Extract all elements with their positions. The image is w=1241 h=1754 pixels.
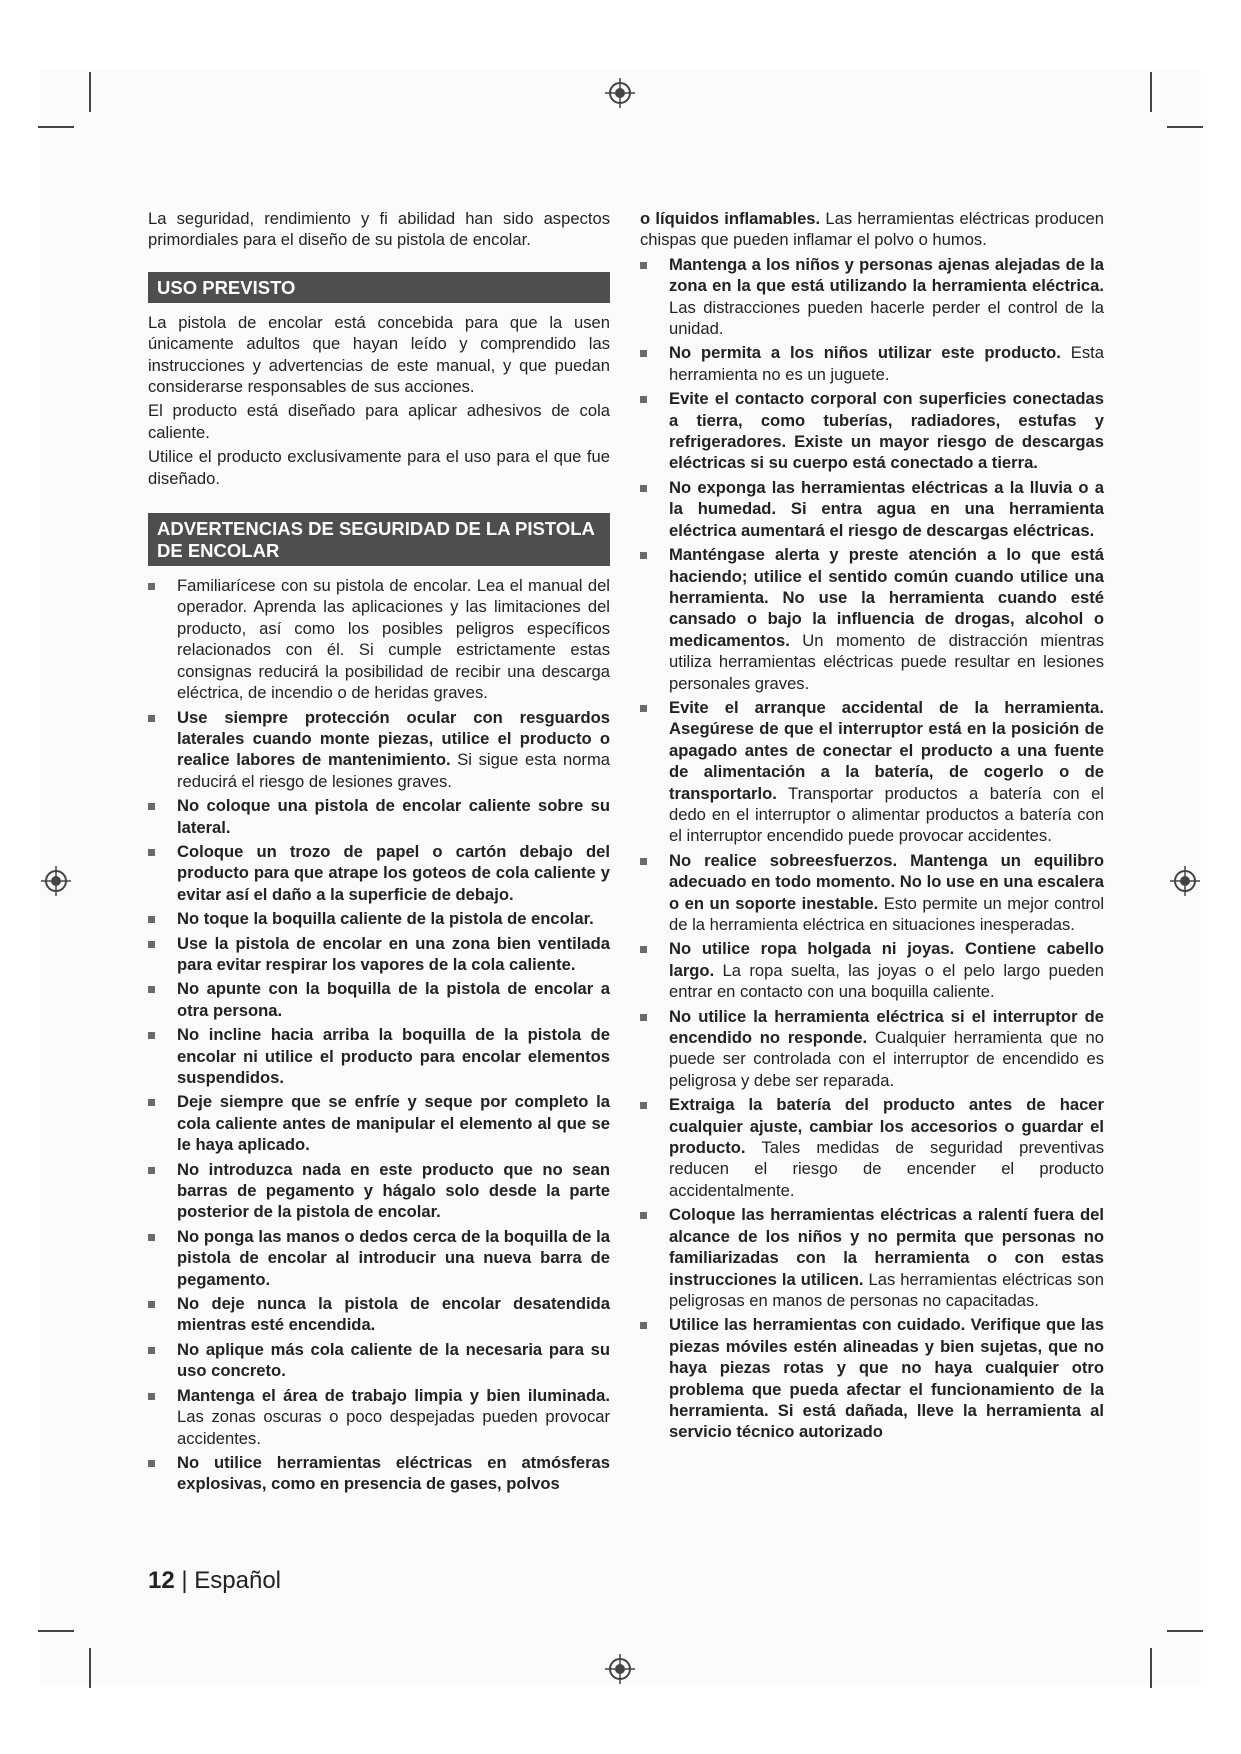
crop-mark-bottom-left-horizontal [38,1630,74,1632]
advertencias-heading: ADVERTENCIAS DE SEGURIDAD DE LA PISTOLA DE ENCOLAR [148,513,610,566]
list-item: No utilice ropa holgada ni joyas. Contiene cabello largo. La ropa suelta, las joyas o el pelo largo pueden entrar en contacto con una boquilla caliente. [640,938,1104,1002]
crop-mark-bottom-left-vertical [89,1648,91,1688]
list-item: No deje nunca la pistola de encolar desatendida mientras esté encendida. [148,1293,610,1336]
crop-mark-top-left-horizontal [38,126,74,128]
footer-language: Español [194,1567,282,1594]
right-column [640,208,1104,1446]
list-item: No realice sobreesfuerzos. Mantenga un equilibro adecuado en todo momento. No lo use en una escalera o en un soporte inestable. Esto permite un mejor control de la herramienta eléctrica en situaciones inesperadas. [640,850,1104,936]
list-item: Coloque un trozo de papel o cartón debajo del producto para que atrape los goteos de cola caliente y evitar así el daño a la superficie de debajo. [148,841,610,905]
list-item: Use siempre protección ocular con resguardos laterales cuando monte piezas, utilice el producto o realice labores de mantenimiento. Si sigue esta norma reducirá el riesgo de lesiones graves. [148,707,610,793]
list-item: No incline hacia arriba la boquilla de la pistola de encolar ni utilice el producto para encolar elementos suspendidos. [148,1024,610,1088]
list-item: No ponga las manos o dedos cerca de la boquilla de la pistola de encolar al introducir una nueva barra de pegamento. [148,1226,610,1290]
registration-mark-right-icon [1170,866,1200,896]
list-item: Mantenga a los niños y personas ajenas alejadas de la zona en la que está utilizando la herramienta eléctrica. Las distracciones pueden hacerle perder el control de la unidad. [640,254,1104,340]
uso-previsto-paragraph-1: La pistola de encolar está concebida para que la usen únicamente adultos que hayan leído y comprendido las instrucciones y advertencias de este manual, y que puedan considerarse responsables de sus acciones. [148,312,610,397]
list-item: No utilice herramientas eléctricas en atmósferas explosivas, como en presencia de gases, polvos [148,1452,610,1495]
safety-list-left [148,575,610,1495]
list-item: Evite el contacto corporal con superficies conectadas a tierra, como tuberías, radiadores, estufas y refrigeradores. Existe un mayor riesgo de descargas eléctricas si su cuerpo está conectado a tierra. [640,388,1104,474]
registration-mark-top-icon [605,78,635,108]
intro-paragraph: La seguridad, rendimiento y fi abilidad han sido aspectos primordiales para el diseño de su pistola de encolar. [148,209,610,250]
list-item: No toque la boquilla caliente de la pistola de encolar. [148,908,610,929]
uso-previsto-heading: USO PREVISTO [148,272,610,303]
left-column [148,208,610,1498]
uso-previsto-paragraph-3: Utilice el producto exclusivamente para el uso para el que fue diseñado. [148,447,610,488]
list-item: No exponga las herramientas eléctricas a la lluvia o a la humedad. Si entra agua en una herramienta eléctrica aumentará el riesgo de descargas eléctricas. [640,477,1104,541]
list-item: Use la pistola de encolar en una zona bien ventilada para evitar respirar los vapores de la cola caliente. [148,933,610,976]
continuation-paragraph: o líquidos inflamables. Las herramientas eléctricas producen chispas que pueden inflamar el polvo o humos. [640,209,1104,250]
list-item: Evite el arranque accidental de la herramienta. Asegúrese de que el interruptor está en la posición de apagado antes de conectar el producto a una fuente de alimentación a la batería, de cogerlo o de transportarlo. Transportar productos a batería con el dedo en el interruptor o alimentar productos a batería con el interruptor encendido puede provocar accidentes. [640,697,1104,847]
crop-mark-top-left-vertical [89,72,91,112]
crop-mark-bottom-right-vertical [1150,1648,1152,1688]
list-item: Utilice las herramientas con cuidado. Verifique que las piezas móviles estén alineadas y bien sujetas, que no haya piezas rotas y que no haya cualquier otro problema que pueda afectar el funcionamiento de la herramienta. Si está dañada, lleve la herramienta al servicio técnico autorizado [640,1314,1104,1442]
page-footer [148,1566,281,1596]
list-item: Deje siempre que se enfríe y seque por completo la cola caliente antes de manipular el elemento al que se le haya aplicado. [148,1091,610,1155]
list-item: Manténgase alerta y preste atención a lo que está haciendo; utilice el sentido común cuando utilice una herramienta. No use la herramienta cuando esté cansado o bajo la influencia de drogas, alcohol o medicamentos. Un momento de distracción mientras utiliza herramientas eléctricas puede resultar en lesiones personales graves. [640,544,1104,694]
list-item: Familiarícese con su pistola de encolar. Lea el manual del operador. Aprenda las aplicaciones y las limitaciones del producto, así como los posibles peligros específicos relacionados con él. Si cumple estrictamente estas consignas reducirá la posibilidad de recibir una descarga eléctrica, de incendio o de heridas graves. [148,575,610,703]
list-item: No apunte con la boquilla de la pistola de encolar a otra persona. [148,978,610,1021]
list-item: Mantenga el área de trabajo limpia y bien iluminada. Las zonas oscuras o poco despejadas pueden provocar accidentes. [148,1385,610,1449]
list-item: No coloque una pistola de encolar caliente sobre su lateral. [148,795,610,838]
list-item: No introduzca nada en este producto que no sean barras de pegamento y hágalo solo desde la parte posterior de la pistola de encolar. [148,1159,610,1223]
crop-mark-top-right-horizontal [1167,126,1203,128]
list-item: No utilice la herramienta eléctrica si el interruptor de encendido no responde. Cualquier herramienta que no puede ser controlada con el interruptor de encendido es peligrosa y debe ser reparada. [640,1006,1104,1092]
list-item: No aplique más cola caliente de la necesaria para su uso concreto. [148,1339,610,1382]
footer-separator: | [174,1567,195,1594]
crop-mark-bottom-right-horizontal [1167,1630,1203,1632]
list-item: No permita a los niños utilizar este producto. Esta herramienta no es un juguete. [640,342,1104,385]
registration-mark-bottom-icon [605,1654,635,1684]
list-item: Extraiga la batería del producto antes de hacer cualquier ajuste, cambiar los accesorios o guardar el producto. Tales medidas de seguridad preventivas reducen el riesgo de encender el producto accidentalmente. [640,1094,1104,1201]
safety-list-right [640,254,1104,1443]
list-item: Coloque las herramientas eléctricas a ralentí fuera del alcance de los niños y no permita que personas no familiarizadas con la herramienta o con estas instrucciones la utilicen. Las herramientas eléctricas son peligrosas en manos de personas no capacitadas. [640,1204,1104,1311]
crop-mark-top-right-vertical [1150,72,1152,112]
page-number: 12 [148,1567,175,1594]
registration-mark-left-icon [41,866,71,896]
uso-previsto-paragraph-2: El producto está diseñado para aplicar adhesivos de cola caliente. [148,401,610,442]
